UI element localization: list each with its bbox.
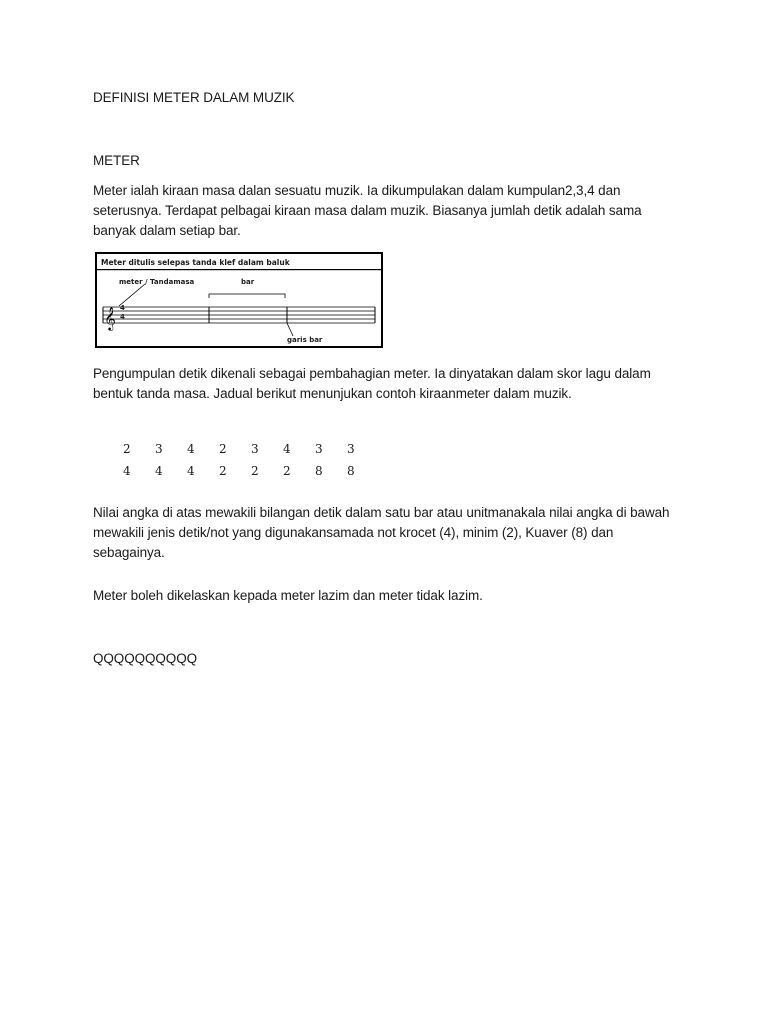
meter-bottom-value: 8: [315, 464, 323, 478]
meter-top-value: 3: [155, 442, 163, 456]
paragraph-meter-classes: Meter boleh dikelaskan kepada meter lazim dan meter tidak lazim.: [93, 588, 483, 603]
paragraph-meter-definition: Meter ialah kiraan masa dalan sesuatu muzik. Ia dikumpulakan dalam kumpulan2,3,4 dan seterusnya. Terdapat pelbagai kiraan masa dalam muzik. Biasanya jumlah detik adalah sama banyak dalam setiap bar.: [93, 183, 642, 238]
label-meter: meter / Tandamasa: [119, 278, 195, 286]
meter-table-bottom-row: [123, 460, 379, 482]
meter-bottom-value: 4: [155, 464, 163, 478]
meter-bottom-value: 2: [283, 464, 291, 478]
document-title: DEFINISI METER DALAM MUZIK: [93, 90, 295, 105]
svg-text:𝄞: 𝄞: [104, 306, 116, 330]
meter-bottom-value: 2: [219, 464, 227, 478]
meter-table: [123, 438, 379, 482]
meter-bottom-value: 4: [123, 464, 131, 478]
paragraph-meter-values: Nilai angka di atas mewakili bilangan detik dalam satu bar atau unitmanakala nilai angka di bawah mewakili jenis detik/not yang digunakansamada not krocet (4), minim (2), Kuaver (8) dan sebagainya.: [93, 505, 670, 560]
meter-top-value: 3: [347, 442, 355, 456]
meter-top-value: 4: [283, 442, 291, 456]
time-signature-top: 4: [120, 304, 125, 312]
meter-bottom-value: 2: [251, 464, 259, 478]
staff-diagram: [95, 252, 383, 348]
time-signature-bottom: 4: [120, 313, 125, 321]
meter-bottom-value: 4: [187, 464, 195, 478]
meter-table-top-row: [123, 438, 379, 460]
paragraph-placeholder: QQQQQQQQQQ: [93, 651, 198, 666]
meter-top-value: 3: [251, 442, 259, 456]
staff-diagram-caption: Meter ditulis selepas tanda klef dalam baluk: [101, 258, 290, 267]
label-barline: garis bar: [287, 336, 323, 344]
meter-top-value: 4: [187, 442, 195, 456]
paragraph-meter-grouping: Pengumpulan detik dikenali sebagai pembahagian meter. Ia dinyatakan dalam skor lagu dalam bentuk tanda masa. Jadual berikut menunjukan contoh kiraanmeter dalam muzik.: [93, 366, 651, 401]
staff-diagram-graphic: [97, 254, 381, 346]
meter-top-value: 3: [315, 442, 323, 456]
meter-top-value: 2: [123, 442, 131, 456]
section-heading-meter: METER: [93, 153, 140, 168]
meter-bottom-value: 8: [347, 464, 355, 478]
meter-top-value: 2: [219, 442, 227, 456]
label-bar: bar: [241, 278, 255, 286]
